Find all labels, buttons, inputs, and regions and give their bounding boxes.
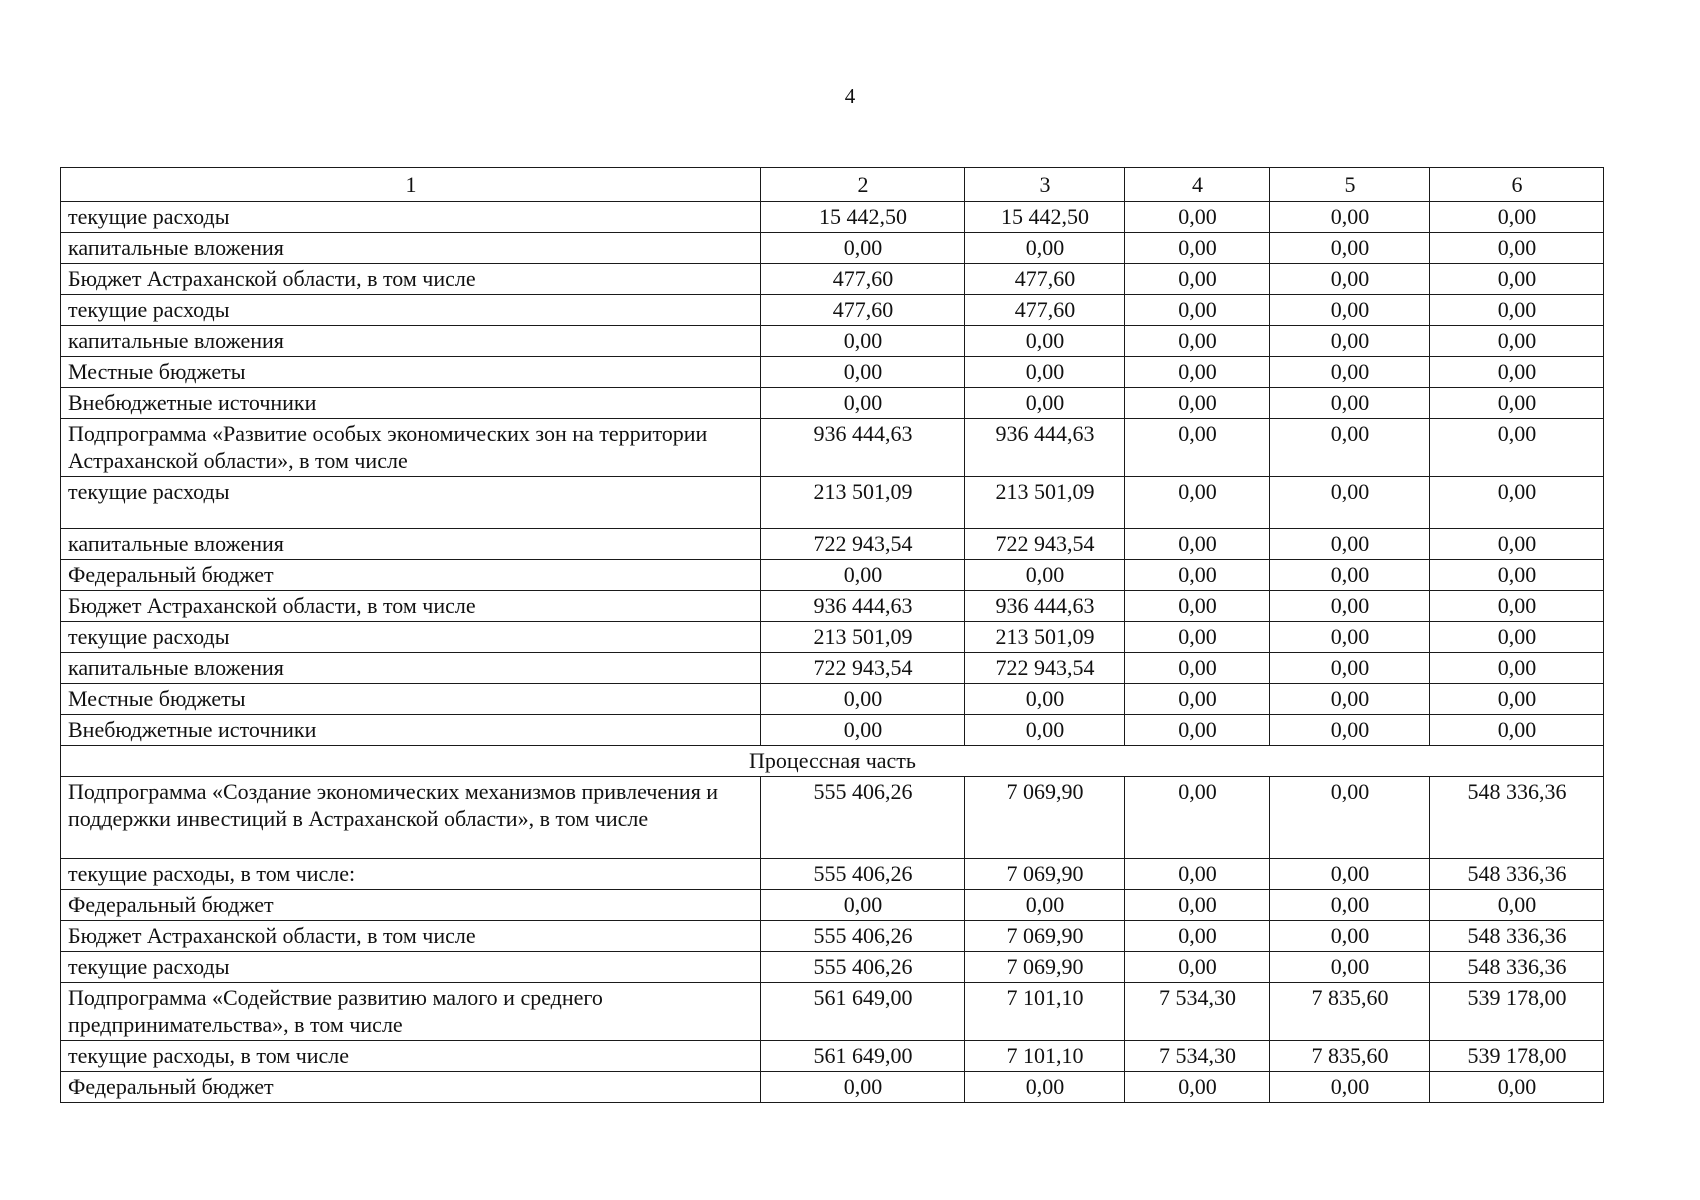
cell-col-3: 0,00 <box>965 560 1125 591</box>
table-row <box>61 202 1604 233</box>
cell-col-4: 0,00 <box>1125 591 1270 622</box>
row-label: Внебюджетные источники <box>61 388 761 419</box>
cell-col-6: 0,00 <box>1430 529 1604 560</box>
cell-col-5: 0,00 <box>1270 890 1430 921</box>
cell-col-6: 539 178,00 <box>1430 983 1604 1041</box>
cell-col-2: 0,00 <box>761 715 965 746</box>
row-label: капитальные вложения <box>61 653 761 684</box>
header-col-2: 2 <box>761 168 965 202</box>
cell-col-6: 0,00 <box>1430 357 1604 388</box>
header-col-5: 5 <box>1270 168 1430 202</box>
cell-col-4: 7 534,30 <box>1125 1041 1270 1072</box>
row-label: текущие расходы <box>61 952 761 983</box>
row-label: текущие расходы <box>61 295 761 326</box>
table-header <box>61 168 1604 202</box>
cell-col-6: 0,00 <box>1430 326 1604 357</box>
table-body <box>61 202 1604 1103</box>
cell-col-2: 0,00 <box>761 388 965 419</box>
cell-col-6: 0,00 <box>1430 591 1604 622</box>
cell-col-5: 0,00 <box>1270 777 1430 859</box>
cell-col-2: 722 943,54 <box>761 529 965 560</box>
table-row <box>61 715 1604 746</box>
cell-col-3: 0,00 <box>965 233 1125 264</box>
table-row <box>61 890 1604 921</box>
table-row <box>61 326 1604 357</box>
cell-col-6: 0,00 <box>1430 715 1604 746</box>
cell-col-2: 0,00 <box>761 684 965 715</box>
cell-col-6: 548 336,36 <box>1430 921 1604 952</box>
cell-col-4: 0,00 <box>1125 388 1270 419</box>
table-row <box>61 684 1604 715</box>
cell-col-3: 0,00 <box>965 684 1125 715</box>
cell-col-4: 0,00 <box>1125 684 1270 715</box>
row-label: текущие расходы <box>61 202 761 233</box>
table-row <box>61 952 1604 983</box>
section-row <box>61 746 1604 777</box>
row-label: текущие расходы, в том числе: <box>61 859 761 890</box>
row-label: капитальные вложения <box>61 529 761 560</box>
cell-col-4: 0,00 <box>1125 1072 1270 1103</box>
row-label: текущие расходы <box>61 622 761 653</box>
cell-col-2: 555 406,26 <box>761 952 965 983</box>
row-label: текущие расходы, в том числе <box>61 1041 761 1072</box>
row-label: Бюджет Астраханской области, в том числе <box>61 591 761 622</box>
cell-col-2: 555 406,26 <box>761 921 965 952</box>
cell-col-5: 0,00 <box>1270 326 1430 357</box>
cell-col-6: 0,00 <box>1430 890 1604 921</box>
table-row <box>61 921 1604 952</box>
cell-col-6: 539 178,00 <box>1430 1041 1604 1072</box>
cell-col-5: 0,00 <box>1270 684 1430 715</box>
table-row <box>61 388 1604 419</box>
cell-col-6: 0,00 <box>1430 622 1604 653</box>
cell-col-3: 7 069,90 <box>965 921 1125 952</box>
row-label: Внебюджетные источники <box>61 715 761 746</box>
cell-col-5: 0,00 <box>1270 295 1430 326</box>
cell-col-4: 7 534,30 <box>1125 983 1270 1041</box>
cell-col-6: 0,00 <box>1430 477 1604 529</box>
header-col-3: 3 <box>965 168 1125 202</box>
cell-col-5: 0,00 <box>1270 388 1430 419</box>
cell-col-3: 7 069,90 <box>965 859 1125 890</box>
cell-col-3: 0,00 <box>965 388 1125 419</box>
cell-col-2: 0,00 <box>761 560 965 591</box>
cell-col-6: 0,00 <box>1430 233 1604 264</box>
table-row <box>61 622 1604 653</box>
row-label: Местные бюджеты <box>61 357 761 388</box>
row-label: Местные бюджеты <box>61 684 761 715</box>
cell-col-6: 0,00 <box>1430 653 1604 684</box>
row-label: Федеральный бюджет <box>61 560 761 591</box>
cell-col-6: 548 336,36 <box>1430 777 1604 859</box>
cell-col-3: 722 943,54 <box>965 653 1125 684</box>
cell-col-2: 936 444,63 <box>761 591 965 622</box>
cell-col-3: 0,00 <box>965 1072 1125 1103</box>
cell-col-4: 0,00 <box>1125 326 1270 357</box>
table-row <box>61 529 1604 560</box>
cell-col-3: 477,60 <box>965 264 1125 295</box>
cell-col-3: 936 444,63 <box>965 419 1125 477</box>
row-label: капитальные вложения <box>61 326 761 357</box>
cell-col-6: 0,00 <box>1430 264 1604 295</box>
cell-col-5: 0,00 <box>1270 560 1430 591</box>
row-label: текущие расходы <box>61 477 761 529</box>
cell-col-2: 213 501,09 <box>761 477 965 529</box>
cell-col-5: 0,00 <box>1270 715 1430 746</box>
cell-col-3: 936 444,63 <box>965 591 1125 622</box>
table-row <box>61 419 1604 477</box>
table-row <box>61 477 1604 529</box>
cell-col-6: 548 336,36 <box>1430 952 1604 983</box>
cell-col-4: 0,00 <box>1125 560 1270 591</box>
header-col-1: 1 <box>61 168 761 202</box>
cell-col-3: 213 501,09 <box>965 622 1125 653</box>
cell-col-5: 0,00 <box>1270 202 1430 233</box>
cell-col-3: 7 069,90 <box>965 952 1125 983</box>
cell-col-4: 0,00 <box>1125 233 1270 264</box>
cell-col-3: 0,00 <box>965 326 1125 357</box>
cell-col-6: 0,00 <box>1430 560 1604 591</box>
row-label: капитальные вложения <box>61 233 761 264</box>
cell-col-5: 7 835,60 <box>1270 1041 1430 1072</box>
cell-col-2: 0,00 <box>761 357 965 388</box>
cell-col-2: 722 943,54 <box>761 653 965 684</box>
table-row <box>61 295 1604 326</box>
cell-col-5: 0,00 <box>1270 419 1430 477</box>
table-row <box>61 560 1604 591</box>
cell-col-2: 477,60 <box>761 264 965 295</box>
cell-col-2: 15 442,50 <box>761 202 965 233</box>
cell-col-6: 0,00 <box>1430 202 1604 233</box>
cell-col-2: 0,00 <box>761 233 965 264</box>
header-col-6: 6 <box>1430 168 1604 202</box>
cell-col-3: 15 442,50 <box>965 202 1125 233</box>
cell-col-5: 0,00 <box>1270 622 1430 653</box>
cell-col-3: 0,00 <box>965 357 1125 388</box>
cell-col-4: 0,00 <box>1125 653 1270 684</box>
cell-col-3: 722 943,54 <box>965 529 1125 560</box>
table-row <box>61 233 1604 264</box>
cell-col-4: 0,00 <box>1125 419 1270 477</box>
cell-col-2: 213 501,09 <box>761 622 965 653</box>
table-row <box>61 859 1604 890</box>
cell-col-3: 7 069,90 <box>965 777 1125 859</box>
cell-col-4: 0,00 <box>1125 264 1270 295</box>
cell-col-4: 0,00 <box>1125 777 1270 859</box>
cell-col-4: 0,00 <box>1125 202 1270 233</box>
cell-col-3: 7 101,10 <box>965 1041 1125 1072</box>
cell-col-5: 0,00 <box>1270 529 1430 560</box>
cell-col-5: 0,00 <box>1270 357 1430 388</box>
table-row <box>61 357 1604 388</box>
cell-col-6: 0,00 <box>1430 295 1604 326</box>
row-label: Подпрограмма «Развитие особых экономических зон на территории Астраханской области», в том числе <box>61 419 761 477</box>
cell-col-5: 0,00 <box>1270 591 1430 622</box>
table-row <box>61 653 1604 684</box>
cell-col-4: 0,00 <box>1125 952 1270 983</box>
cell-col-3: 0,00 <box>965 715 1125 746</box>
cell-col-4: 0,00 <box>1125 890 1270 921</box>
cell-col-3: 0,00 <box>965 890 1125 921</box>
cell-col-5: 0,00 <box>1270 952 1430 983</box>
cell-col-5: 0,00 <box>1270 859 1430 890</box>
cell-col-5: 0,00 <box>1270 264 1430 295</box>
cell-col-2: 0,00 <box>761 1072 965 1103</box>
header-col-4: 4 <box>1125 168 1270 202</box>
cell-col-5: 0,00 <box>1270 233 1430 264</box>
header-row <box>61 168 1604 202</box>
row-label: Федеральный бюджет <box>61 1072 761 1103</box>
table-row <box>61 264 1604 295</box>
cell-col-3: 477,60 <box>965 295 1125 326</box>
cell-col-5: 0,00 <box>1270 1072 1430 1103</box>
cell-col-4: 0,00 <box>1125 357 1270 388</box>
row-label: Федеральный бюджет <box>61 890 761 921</box>
cell-col-5: 0,00 <box>1270 921 1430 952</box>
table-row <box>61 1072 1604 1103</box>
table-row <box>61 777 1604 859</box>
cell-col-2: 477,60 <box>761 295 965 326</box>
cell-col-4: 0,00 <box>1125 529 1270 560</box>
cell-col-2: 936 444,63 <box>761 419 965 477</box>
cell-col-2: 0,00 <box>761 890 965 921</box>
cell-col-3: 213 501,09 <box>965 477 1125 529</box>
table-row <box>61 591 1604 622</box>
row-label: Бюджет Астраханской области, в том числе <box>61 264 761 295</box>
cell-col-6: 0,00 <box>1430 684 1604 715</box>
cell-col-6: 0,00 <box>1430 419 1604 477</box>
table-row <box>61 1041 1604 1072</box>
cell-col-4: 0,00 <box>1125 477 1270 529</box>
cell-col-4: 0,00 <box>1125 295 1270 326</box>
table-row <box>61 983 1604 1041</box>
row-label: Бюджет Астраханской области, в том числе <box>61 921 761 952</box>
cell-col-4: 0,00 <box>1125 921 1270 952</box>
cell-col-3: 7 101,10 <box>965 983 1125 1041</box>
budget-table <box>60 167 1604 1103</box>
cell-col-2: 561 649,00 <box>761 983 965 1041</box>
cell-col-6: 0,00 <box>1430 388 1604 419</box>
cell-col-2: 555 406,26 <box>761 777 965 859</box>
section-heading: Процессная часть <box>61 746 1604 777</box>
cell-col-6: 548 336,36 <box>1430 859 1604 890</box>
cell-col-6: 0,00 <box>1430 1072 1604 1103</box>
cell-col-5: 0,00 <box>1270 653 1430 684</box>
row-label: Подпрограмма «Содействие развитию малого и среднего предпринимательства», в том числе <box>61 983 761 1041</box>
cell-col-5: 7 835,60 <box>1270 983 1430 1041</box>
cell-col-2: 555 406,26 <box>761 859 965 890</box>
cell-col-4: 0,00 <box>1125 622 1270 653</box>
cell-col-2: 0,00 <box>761 326 965 357</box>
cell-col-2: 561 649,00 <box>761 1041 965 1072</box>
row-label: Подпрограмма «Создание экономических механизмов привлечения и поддержки инвестиций в Астраханской области», в том числе <box>61 777 761 859</box>
cell-col-4: 0,00 <box>1125 715 1270 746</box>
page-number: 4 <box>844 84 856 108</box>
cell-col-4: 0,00 <box>1125 859 1270 890</box>
cell-col-5: 0,00 <box>1270 477 1430 529</box>
